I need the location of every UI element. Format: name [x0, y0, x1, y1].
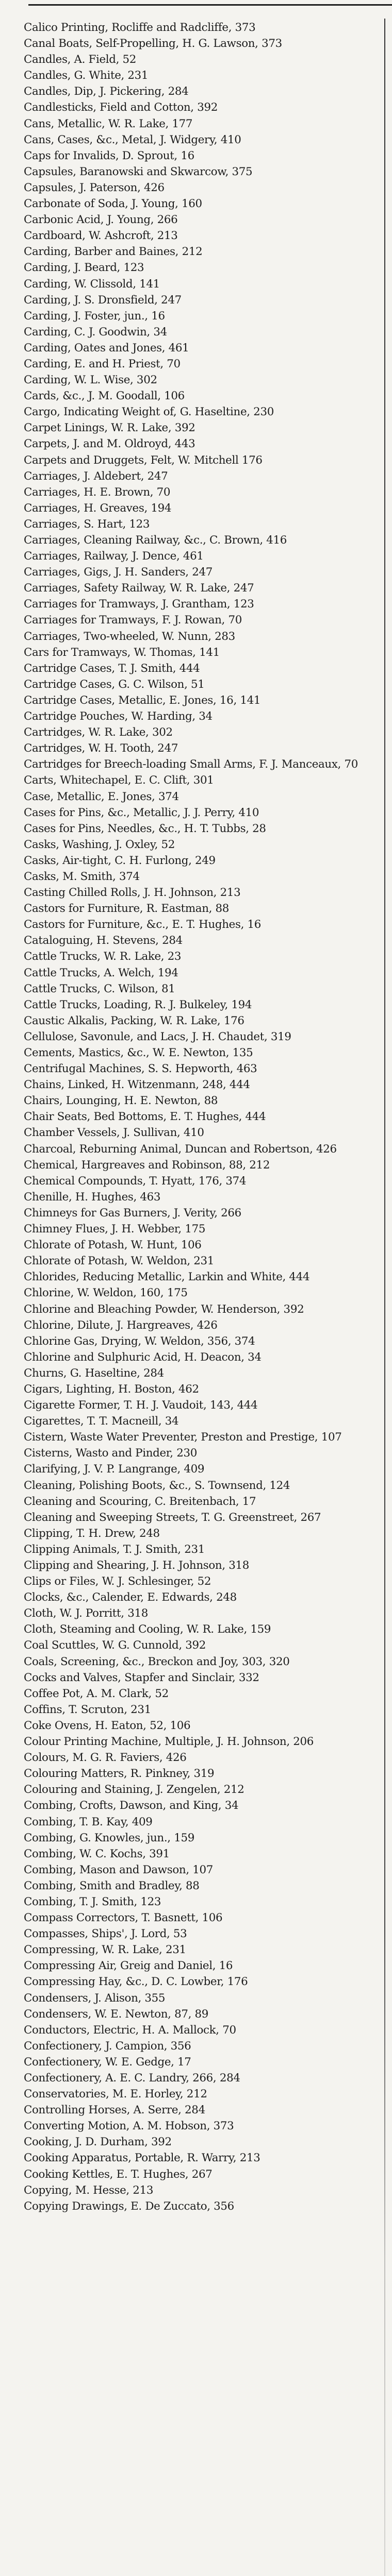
index-entry: Conductors, Electric, H. A. Mallock, 70	[24, 2023, 236, 2037]
index-entry: Coals, Screening, &c., Breckon and Joy, 303, 320	[24, 1655, 290, 1668]
index-entry: Chlorides, Reducing Metallic, Larkin and White, 444	[24, 1270, 310, 1284]
index-entry: Cellulose, Savonule, and Lacs, J. H. Chaudet, 319	[24, 1030, 291, 1043]
index-entry: Clarifying, J. V. P. Langrange, 409	[24, 1463, 205, 1476]
index-entry: Coffee Pot, A. M. Clark, 52	[24, 1687, 169, 1700]
index-entry: Caustic Alkalis, Packing, W. R. Lake, 176	[24, 1014, 244, 1027]
index-entry: Candles, A. Field, 52	[24, 53, 137, 66]
index-entry: Cattle Trucks, C. Wilson, 81	[24, 982, 175, 995]
index-entry: Cataloguing, H. Stevens, 284	[24, 934, 183, 947]
index-entry: Carding, J. Beard, 123	[24, 261, 144, 275]
index-entry: Carding, Oates and Jones, 461	[24, 341, 189, 354]
index-entry: Candles, G. White, 231	[24, 69, 149, 82]
index-entry: Chemical, Hargreaves and Robinson, 88, 212	[24, 1158, 270, 1172]
index-entry: Combing, W. C. Kochs, 391	[24, 1847, 170, 1860]
index-entry: Carriages, H. Greaves, 194	[24, 501, 172, 515]
index-entry: Casks, Air-tight, C. H. Furlong, 249	[24, 854, 216, 867]
index-entry: Combing, T. B. Kay, 409	[24, 1815, 153, 1828]
index-entry: Chlorine, Dilute, J. Hargreaves, 426	[24, 1318, 218, 1332]
index-entry: Compasses, Ships', J. Lord, 53	[24, 1927, 187, 1941]
index-entry: Clipping Animals, T. J. Smith, 231	[24, 1543, 205, 1556]
index-entry: Cloth, W. J. Porritt, 318	[24, 1607, 148, 1620]
index-entry: Condensers, J. Alison, 355	[24, 1991, 166, 2005]
index-entry: Cigarettes, T. T. Macneill, 34	[24, 1415, 179, 1428]
index-entry: Cattle Trucks, Loading, R. J. Bulkeley, 194	[24, 998, 252, 1011]
index-entry: Cocks and Valves, Stapfer and Sinclair, 332	[24, 1671, 259, 1684]
index-entry: Confectionery, A. E. C. Landry, 266, 284	[24, 2072, 240, 2084]
index-entry: Confectionery, W. E. Gedge, 17	[24, 2055, 191, 2069]
index-entry: Colouring and Staining, J. Zengelen, 212	[24, 1783, 244, 1797]
index-entry: Cloth, Steaming and Cooling, W. R. Lake, 159	[24, 1623, 271, 1636]
index-entry: Cooking, J. D. Durham, 392	[24, 2136, 172, 2149]
index-entry: Carding, W. L. Wise, 302	[24, 374, 157, 387]
index-entry: Chenille, H. Hughes, 463	[24, 1190, 161, 1204]
index-entry: Clipping, T. H. Drew, 248	[24, 1527, 160, 1540]
index-entry: Cisterns, Wasto and Pinder, 230	[24, 1447, 197, 1460]
index-entry: Carriages, Railway, J. Dence, 461	[24, 550, 204, 563]
index-entry: Compressing Hay, &c., D. C. Lowber, 176	[24, 1975, 248, 1989]
index-entry: Cases for Pins, &c., Metallic, J. J. Perry, 410	[24, 806, 259, 819]
index-entry: Cements, Mastics, &c., W. E. Newton, 135	[24, 1046, 253, 1059]
index-entry: Chlorate of Potash, W. Hunt, 106	[24, 1239, 202, 1252]
index-entry: Coal Scuttles, W. G. Cunnold, 392	[24, 1639, 206, 1652]
index-entry: Converting Motion, A. M. Hobson, 373	[24, 2120, 234, 2133]
index-entry: Combing, Crofts, Dawson, and King, 34	[24, 1799, 239, 1812]
index-entry: Carbonate of Soda, J. Young, 160	[24, 197, 202, 211]
index-entry: Confectionery, J. Campion, 356	[24, 2039, 191, 2053]
index-entry: Carriages, J. Aldebert, 247	[24, 469, 168, 483]
index-entry: Clipping and Shearing, J. H. Johnson, 318	[24, 1559, 250, 1572]
index-entry: Conservatories, M. E. Horley, 212	[24, 2088, 207, 2101]
index-entry: Cistern, Waste Water Preventer, Preston and Prestige, 107	[24, 1431, 342, 1444]
index-entry: Cargo, Indicating Weight of, G. Haseltine, 230	[24, 405, 274, 419]
index-entry: Carpets and Druggets, Felt, W. Mitchell 176	[24, 453, 263, 467]
index-entry: Carpets, J. and M. Oldroyd, 443	[24, 437, 195, 451]
index-entry: Cattle Trucks, W. R. Lake, 23	[24, 950, 182, 963]
index-entry: Cans, Cases, &c., Metal, J. Widgery, 410	[24, 133, 241, 146]
index-entry: Colouring Matters, R. Pinkney, 319	[24, 1767, 215, 1781]
index-entry: Chains, Linked, H. Witzenmann, 248, 444	[24, 1078, 250, 1092]
index-entry: Cartridges for Breech-loading Small Arms, F. J. Manceaux, 70	[24, 758, 358, 771]
index-entry: Combing, Mason and Dawson, 107	[24, 1863, 214, 1876]
index-entry: Cleaning and Scouring, C. Breitenbach, 17	[24, 1495, 256, 1508]
index-entry: Cartridges, W. H. Tooth, 247	[24, 742, 178, 755]
index-entry: Coke Ovens, H. Eaton, 52, 106	[24, 1719, 191, 1732]
index-entry: Colour Printing Machine, Multiple, J. H. Johnson, 206	[24, 1735, 314, 1749]
index-entry: Case, Metallic, E. Jones, 374	[24, 790, 179, 803]
index-entry: Cartridge Pouches, W. Harding, 34	[24, 710, 213, 723]
index-entry: Cigarette Former, T. H. J. Vaudoit, 143, 444	[24, 1399, 258, 1412]
index-entry: Colours, M. G. R. Faviers, 426	[24, 1751, 187, 1765]
index-entry: Carpet Linings, W. R. Lake, 392	[24, 421, 195, 435]
index-entry: Carding, Barber and Baines, 212	[24, 245, 203, 259]
index-entry: Carriages for Tramways, F. J. Rowan, 70	[24, 614, 242, 627]
index-entry: Cartridge Cases, G. C. Wilson, 51	[24, 677, 205, 691]
index-entry: Clips or Files, W. J. Schlesinger, 52	[24, 1575, 211, 1588]
index-entry: Carriages for Tramways, J. Grantham, 123	[24, 598, 254, 611]
index-entry: Chamber Vessels, J. Sullivan, 410	[24, 1126, 204, 1140]
index-entry: Carding, J. S. Dronsfield, 247	[24, 293, 182, 307]
index-entry: Cleaning, Polishing Boots, &c., S. Townsend, 124	[24, 1479, 290, 1492]
index-entry: Candlesticks, Field and Cotton, 392	[24, 101, 218, 114]
index-entry: Centrifugal Machines, S. S. Hepworth, 463	[24, 1062, 257, 1076]
index-entry: Carts, Whitechapel, E. C. Clift, 301	[24, 774, 214, 787]
index-entry: Chemical Compounds, T. Hyatt, 176, 374	[24, 1174, 247, 1188]
index-entry: Cattle Trucks, A. Welch, 194	[24, 966, 178, 979]
index-entry: Capsules, J. Paterson, 426	[24, 181, 165, 194]
index-entry: Carding, C. J. Goodwin, 34	[24, 325, 167, 338]
index-entry: Casks, Washing, J. Oxley, 52	[24, 838, 175, 851]
index-entry: Combing, Smith and Bradley, 88	[24, 1879, 200, 1892]
index-entry: Castors for Furniture, &c., E. T. Hughes, 16	[24, 918, 262, 931]
subject-index-list	[24, 20, 375, 2214]
index-entry: Combing, G. Knowles, jun., 159	[24, 1831, 194, 1844]
index-entry: Carding, J. Foster, jun., 16	[24, 309, 165, 323]
index-entry: Cooking Kettles, E. T. Hughes, 267	[24, 2167, 213, 2181]
index-entry: Candles, Dip, J. Pickering, 284	[24, 85, 189, 98]
index-entry: Casks, M. Smith, 374	[24, 870, 140, 883]
index-entry: Cartridges, W. R. Lake, 302	[24, 726, 173, 739]
index-entry: Copying Drawings, E. De Zuccato, 356	[24, 2199, 234, 2213]
index-entry: Chlorine Gas, Drying, W. Weldon, 356, 374	[24, 1334, 255, 1348]
index-entry: Cards, &c., J. M. Goodall, 106	[24, 389, 185, 403]
index-entry: Casting Chilled Rolls, J. H. Johnson, 213	[24, 886, 241, 900]
index-entry: Cases for Pins, Needles, &c., H. T. Tubbs, 28	[24, 822, 266, 835]
header-rule	[28, 4, 392, 6]
index-entry: Cardboard, W. Ashcroft, 213	[24, 229, 178, 243]
index-entry: Caps for Invalids, D. Sprout, 16	[24, 149, 194, 162]
index-entry: Chlorate of Potash, W. Weldon, 231	[24, 1255, 215, 1268]
index-entry: Carding, W. Clissold, 141	[24, 277, 160, 291]
index-entry: Condensers, W. E. Newton, 87, 89	[24, 2007, 209, 2021]
index-entry: Carriages, Two-wheeled, W. Nunn, 283	[24, 630, 235, 643]
index-entry: Chair Seats, Bed Bottoms, E. T. Hughes, 444	[24, 1110, 266, 1124]
index-entry: Carriages, Cleaning Railway, &c., C. Brown, 416	[24, 534, 287, 547]
index-entry: Castors for Furniture, R. Eastman, 88	[24, 902, 230, 916]
index-entry: Clocks, &c., Calender, E. Edwards, 248	[24, 1591, 237, 1604]
index-entry: Cleaning and Sweeping Streets, T. G. Greenstreet, 267	[24, 1511, 321, 1524]
index-entry: Copying, M. Hesse, 213	[24, 2183, 154, 2197]
index-entry: Calico Printing, Rocliffe and Radcliffe, 373	[24, 21, 256, 34]
index-entry: Cigars, Lighting, H. Boston, 462	[24, 1382, 199, 1396]
index-entry: Compass Correctors, T. Basnett, 106	[24, 1911, 223, 1925]
index-entry: Coffins, T. Scruton, 231	[24, 1703, 151, 1716]
index-entry: Carriages, Gigs, J. H. Sanders, 247	[24, 566, 213, 579]
index-entry: Chlorine and Bleaching Powder, W. Henderson, 392	[24, 1302, 304, 1316]
index-entry: Controlling Horses, A. Serre, 284	[24, 2104, 205, 2117]
index-entry: Cartridge Cases, T. J. Smith, 444	[24, 662, 200, 675]
index-entry: Capsules, Baranowski and Skwarcow, 375	[24, 165, 253, 178]
index-entry: Carbonic Acid, J. Young, 266	[24, 213, 178, 227]
index-entry: Canal Boats, Self-Propelling, H. G. Lawson, 373	[24, 37, 282, 50]
column-rule	[384, 19, 385, 2576]
index-entry: Carding, E. and H. Priest, 70	[24, 357, 181, 370]
index-entry: Carriages, H. E. Brown, 70	[24, 485, 171, 499]
index-entry: Churns, G. Haseltine, 284	[24, 1366, 164, 1380]
index-entry: Compressing, W. R. Lake, 231	[24, 1943, 186, 1957]
index-entry: Chimneys for Gas Burners, J. Verity, 266	[24, 1206, 241, 1219]
index-entry: Carriages, Safety Railway, W. R. Lake, 247	[24, 582, 254, 595]
index-entry: Cans, Metallic, W. R. Lake, 177	[24, 117, 193, 130]
index-entry: Carriages, S. Hart, 123	[24, 517, 150, 531]
index-entry: Cars for Tramways, W. Thomas, 141	[24, 646, 220, 659]
index-entry: Combing, T. J. Smith, 123	[24, 1895, 161, 1908]
index-entry: Cartridge Cases, Metallic, E. Jones, 16, 141	[24, 693, 261, 707]
index-entry: Compressing Air, Greig and Daniel, 16	[24, 1959, 233, 1973]
index-entry: Cooking Apparatus, Portable, R. Warry, 213	[24, 2151, 260, 2165]
index-entry: Chlorine, W. Weldon, 160, 175	[24, 1286, 188, 1300]
index-entry: Chimney Flues, J. H. Webber, 175	[24, 1223, 206, 1236]
index-entry: Chairs, Lounging, H. E. Newton, 88	[24, 1094, 218, 1108]
index-entry: Chlorine and Sulphuric Acid, H. Deacon, 34	[24, 1350, 262, 1364]
index-entry: Charcoal, Reburning Animal, Duncan and Robertson, 426	[24, 1142, 337, 1156]
